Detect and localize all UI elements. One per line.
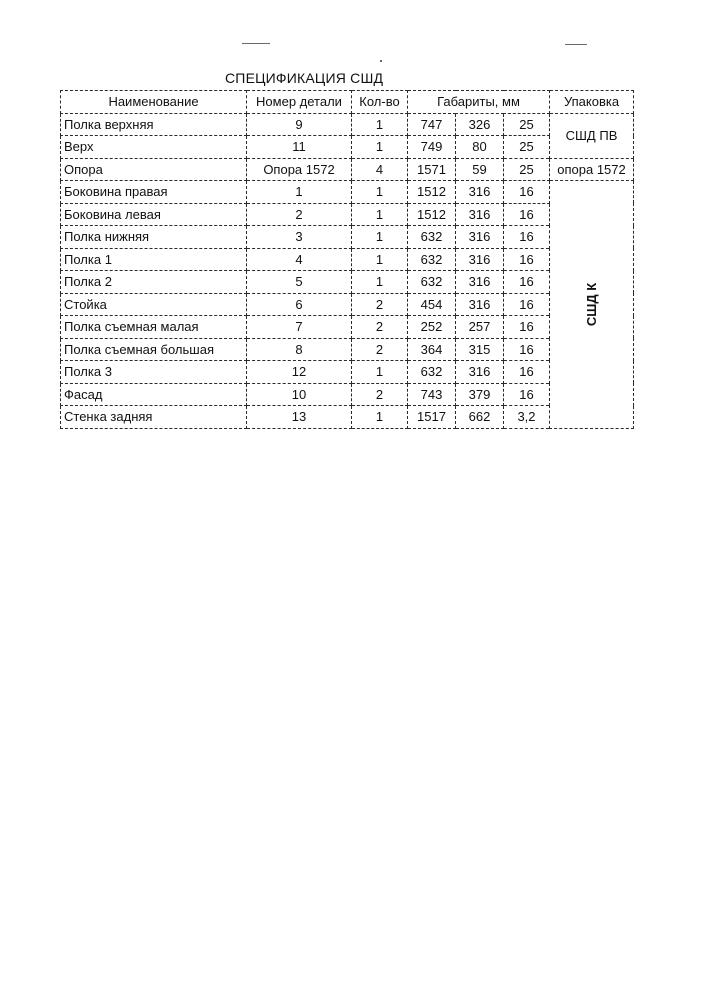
cell-qty: 1 — [352, 136, 408, 159]
cell-qty: 2 — [352, 316, 408, 339]
cell-qty: 1 — [352, 113, 408, 136]
cell-dim2: 257 — [456, 316, 504, 339]
cell-dim3: 25 — [504, 136, 550, 159]
cell-dim1: 252 — [408, 316, 456, 339]
scan-speck — [380, 60, 382, 62]
cell-dim2: 316 — [456, 203, 504, 226]
cell-dim3: 16 — [504, 361, 550, 384]
cell-dim2: 316 — [456, 293, 504, 316]
cell-dim2: 316 — [456, 361, 504, 384]
cell-name: Опора — [61, 158, 247, 181]
cell-qty: 2 — [352, 338, 408, 361]
cell-qty: 1 — [352, 361, 408, 384]
table-row — [61, 158, 634, 181]
cell-part: 2 — [247, 203, 352, 226]
cell-dim2: 59 — [456, 158, 504, 181]
cell-part: 3 — [247, 226, 352, 249]
cell-dim1: 632 — [408, 226, 456, 249]
table-row — [61, 338, 634, 361]
table-row — [61, 226, 634, 249]
cell-dim2: 315 — [456, 338, 504, 361]
header-qty: Кол-во — [352, 91, 408, 114]
cell-part: 13 — [247, 406, 352, 429]
cell-dim2: 662 — [456, 406, 504, 429]
cell-name: Стойка — [61, 293, 247, 316]
cell-dim3: 16 — [504, 203, 550, 226]
cell-dim1: 747 — [408, 113, 456, 136]
cell-dim2: 316 — [456, 181, 504, 204]
packaging-group-3 — [550, 181, 634, 429]
header-part-number: Номер детали — [247, 91, 352, 114]
table-row — [61, 383, 634, 406]
cell-dim3: 16 — [504, 316, 550, 339]
spec-table — [60, 90, 634, 429]
cell-dim3: 16 — [504, 338, 550, 361]
packaging-group-2: опора 1572 — [550, 158, 634, 181]
cell-name: Верх — [61, 136, 247, 159]
cell-name: Боковина левая — [61, 203, 247, 226]
cell-qty: 1 — [352, 248, 408, 271]
cell-dim3: 16 — [504, 181, 550, 204]
cell-dim2: 316 — [456, 248, 504, 271]
scan-speck — [565, 44, 587, 45]
cell-dim1: 632 — [408, 271, 456, 294]
table-row — [61, 113, 634, 136]
cell-dim3: 16 — [504, 293, 550, 316]
cell-dim1: 364 — [408, 338, 456, 361]
cell-part: 8 — [247, 338, 352, 361]
cell-qty: 2 — [352, 383, 408, 406]
cell-name: Полка 3 — [61, 361, 247, 384]
cell-dim2: 316 — [456, 271, 504, 294]
cell-part: 6 — [247, 293, 352, 316]
cell-dim3: 16 — [504, 271, 550, 294]
table-row — [61, 248, 634, 271]
table-row — [61, 406, 634, 429]
cell-dim2: 80 — [456, 136, 504, 159]
cell-name: Полка 2 — [61, 271, 247, 294]
table-row — [61, 316, 634, 339]
cell-dim3: 16 — [504, 383, 550, 406]
cell-dim1: 743 — [408, 383, 456, 406]
cell-name: Полка съемная малая — [61, 316, 247, 339]
cell-part: 9 — [247, 113, 352, 136]
cell-dim1: 1517 — [408, 406, 456, 429]
cell-dim3: 25 — [504, 158, 550, 181]
cell-dim2: 326 — [456, 113, 504, 136]
packaging-group-1: СШД ПВ — [550, 113, 634, 158]
cell-part: Опора 1572 — [247, 158, 352, 181]
cell-part: 5 — [247, 271, 352, 294]
table-row — [61, 203, 634, 226]
table-row — [61, 181, 634, 204]
table-row — [61, 271, 634, 294]
cell-qty: 1 — [352, 271, 408, 294]
cell-part: 12 — [247, 361, 352, 384]
cell-part: 4 — [247, 248, 352, 271]
cell-name: Полка съемная большая — [61, 338, 247, 361]
cell-dim3: 16 — [504, 226, 550, 249]
cell-dim3: 16 — [504, 248, 550, 271]
table-row — [61, 361, 634, 384]
cell-qty: 1 — [352, 181, 408, 204]
header-name: Наименование — [61, 91, 247, 114]
cell-name: Фасад — [61, 383, 247, 406]
cell-dim1: 1571 — [408, 158, 456, 181]
cell-part: 10 — [247, 383, 352, 406]
cell-part: 7 — [247, 316, 352, 339]
cell-part: 1 — [247, 181, 352, 204]
cell-qty: 2 — [352, 293, 408, 316]
cell-qty: 4 — [352, 158, 408, 181]
header-row — [61, 91, 634, 114]
cell-qty: 1 — [352, 406, 408, 429]
table-row — [61, 136, 634, 159]
cell-name: Боковина правая — [61, 181, 247, 204]
cell-dim1: 749 — [408, 136, 456, 159]
header-packaging: Упаковка — [550, 91, 634, 114]
cell-dim1: 632 — [408, 361, 456, 384]
document-title: СПЕЦИФИКАЦИЯ СШД — [225, 70, 384, 86]
cell-name: Полка 1 — [61, 248, 247, 271]
cell-dim1: 632 — [408, 248, 456, 271]
packaging-group-3-label: СШД К — [583, 282, 599, 326]
cell-part: 11 — [247, 136, 352, 159]
cell-dim1: 454 — [408, 293, 456, 316]
header-dims: Габариты, мм — [408, 91, 550, 114]
table-row — [61, 293, 634, 316]
cell-qty: 1 — [352, 226, 408, 249]
cell-name: Полка верхняя — [61, 113, 247, 136]
cell-qty: 1 — [352, 203, 408, 226]
cell-name: Полка нижняя — [61, 226, 247, 249]
cell-dim3: 3,2 — [504, 406, 550, 429]
cell-dim1: 1512 — [408, 203, 456, 226]
scan-speck — [242, 43, 270, 44]
cell-dim3: 25 — [504, 113, 550, 136]
cell-dim2: 379 — [456, 383, 504, 406]
cell-dim2: 316 — [456, 226, 504, 249]
cell-dim1: 1512 — [408, 181, 456, 204]
cell-name: Стенка задняя — [61, 406, 247, 429]
